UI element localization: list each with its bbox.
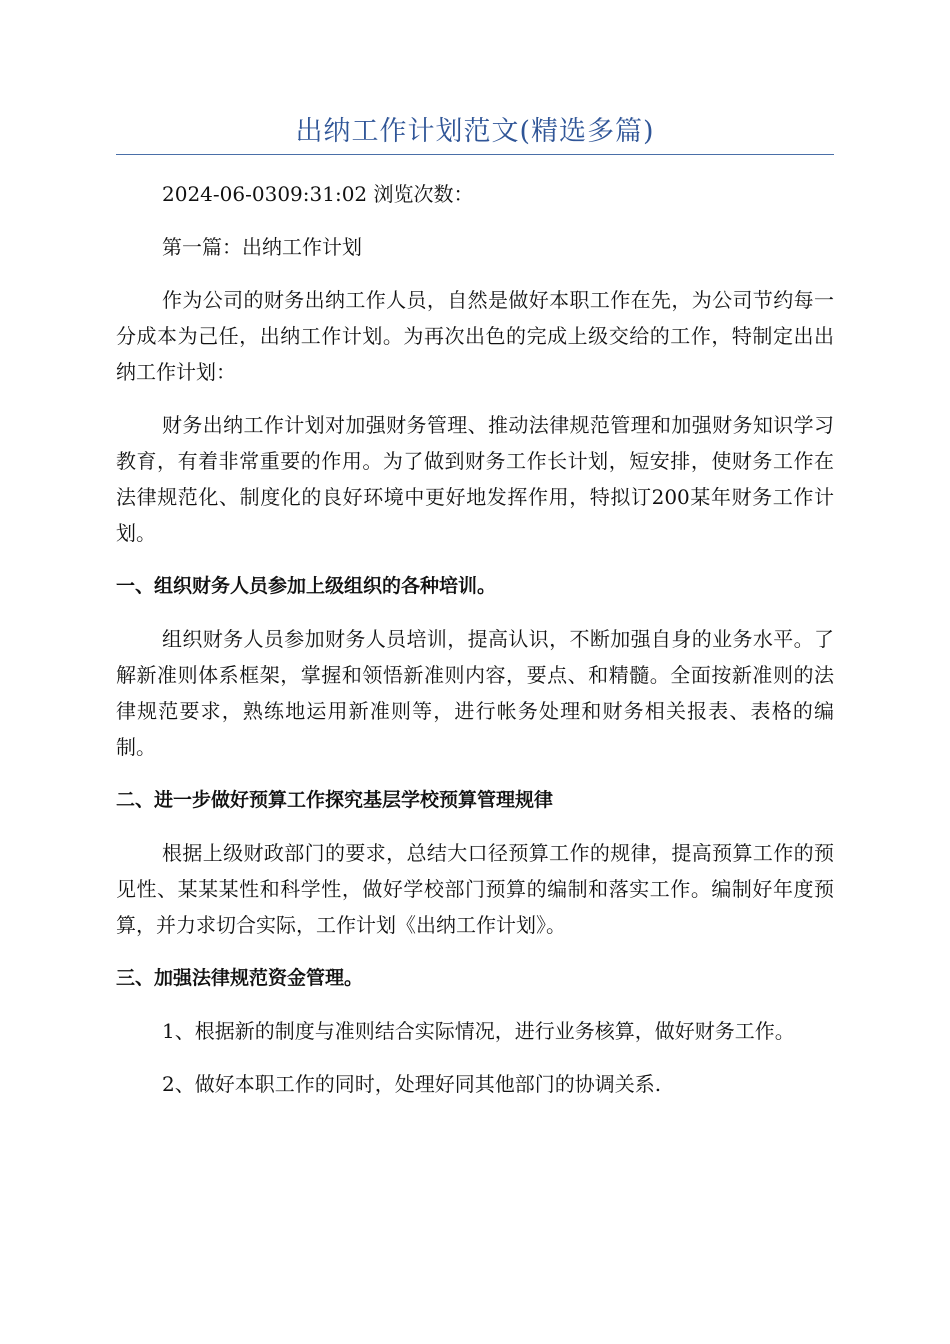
- document-body: [116, 176, 834, 1119]
- section-paragraph: 根据上级财政部门的要求，总结大口径预算工作的规律，提高预算工作的预见性、某某某性和科学性，做好学校部门预算的编制和落实工作。编制好年度预算，并力求切合实际，工作计划《出纳工作计划》。: [116, 841, 834, 937]
- section-paragraph: 2、做好本职工作的同时，处理好同其他部门的协调关系.: [162, 1072, 662, 1096]
- section-paragraph: 组织财务人员参加财务人员培训，提高认识，不断加强自身的业务水平。了解新准则体系框架，掌握和领悟新准则内容，要点、和精髓。全面按新准则的法律规范要求，熟练地运用新准则等，进行帐务处理和财务相关报表、表格的编制。: [116, 627, 834, 759]
- document-title: 出纳工作计划范文(精选多篇): [295, 116, 655, 147]
- section-paragraph: 1、根据新的制度与准则结合实际情况，进行业务核算，做好财务工作。: [162, 1019, 795, 1043]
- section-heading: 一、组织财务人员参加上级组织的各种培训。: [116, 575, 497, 597]
- section-label: 第一篇：出纳工作计划: [162, 235, 362, 259]
- title-underline: [116, 154, 834, 155]
- section-heading: 二、进一步做好预算工作探究基层学校预算管理规律: [116, 789, 554, 811]
- intro-paragraph: 作为公司的财务出纳工作人员，自然是做好本职工作在先，为公司节约每一分成本为己任，出纳工作计划。为再次出色的完成上级交给的工作，特制定出出纳工作计划：: [116, 288, 834, 384]
- publish-meta: 2024-06-0309:31:02 浏览次数：: [162, 182, 474, 206]
- section-heading: 三、加强法律规范资金管理。: [116, 967, 364, 989]
- intro-paragraph: 财务出纳工作计划对加强财务管理、推动法律规范管理和加强财务知识学习教育，有着非常重要的作用。为了做到财务工作长计划，短安排，使财务工作在法律规范化、制度化的良好环境中更好地发挥作用，特拟订200某年财务工作计划。: [116, 413, 834, 545]
